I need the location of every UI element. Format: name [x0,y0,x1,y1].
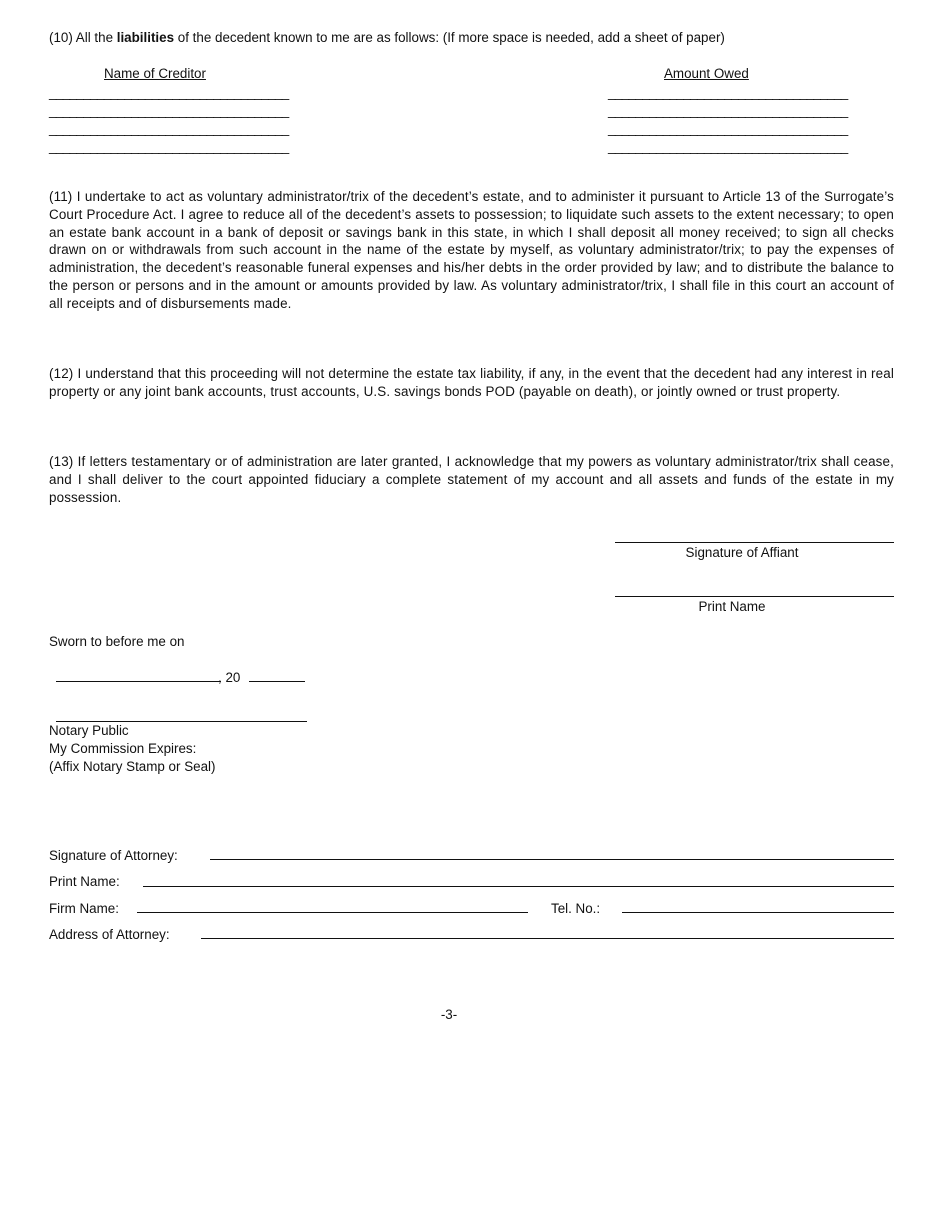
notary-public-label: Notary Public [49,723,129,738]
creditor-blank-3[interactable]: ___________________________________ [49,121,289,136]
creditor-blank-2[interactable]: ___________________________________ [49,103,289,118]
sworn-year-line[interactable] [249,681,305,682]
amount-blank-1[interactable]: ___________________________________ [608,85,848,100]
affiant-signature-line[interactable] [615,542,894,543]
item-10-suffix: of the decedent known to me are as follows: (If more space is needed, add a sheet of paper) [174,30,725,45]
attorney-address-label: Address of Attorney: [49,927,170,942]
item-10-heading [49,30,725,45]
notary-signature-line[interactable] [56,721,307,722]
amount-column-header: Amount Owed [664,66,749,81]
tel-no-line[interactable] [622,912,894,913]
item-12-paragraph: (12) I understand that this proceeding will not determine the estate tax liability, if any, in the event that the decedent had any interest in real property or any joint bank accounts, trust accounts, U.S. savings bonds POD (payable on death), or jointly owned or trust property. [49,366,894,399]
attorney-signature-label: Signature of Attorney: [49,848,178,863]
affiant-signature-label: Signature of Affiant [685,545,799,560]
amount-blank-2[interactable]: ___________________________________ [608,103,848,118]
item-11-paragraph: (11) I undertake to act as voluntary administrator/trix of the decedent’s estate, and to administer it pursuant to Article 13 of the Surrogate’s Court Procedure Act. I agree to reduce all of the decedent’s assets to possession; to liquidate such assets to the extent necessary; to open an estate bank account in a bank of deposit or savings bank in this state, in which I shall deposit all money received; to sign all checks drawn on or withdrawals from such account in the name of the estate by myself, as voluntary administrator/trix; to pay the expenses of administration, the decedent’s reasonable funeral expenses and his/her debts in the order provided by law; and to distribute the balance to the person or persons and in the amount or amounts provided by law. As voluntary administrator/trix, I shall file in this court an account of all receipts and of disbursements made. [49,189,894,311]
sworn-year-prefix: , 20 [218,670,241,685]
attorney-print-name-label: Print Name: [49,874,120,889]
item-10-prefix: (10) All the [49,30,117,45]
item-13-paragraph: (13) If letters testamentary or of administration are later granted, I acknowledge that my powers as voluntary administrator/trix shall cease, and I shall deliver to the court appointed fiduciary a complete statement of my account and all assets and funds of the estate in my possession. [49,454,894,505]
attorney-print-name-line[interactable] [143,886,894,887]
firm-name-line[interactable] [137,912,528,913]
creditor-blank-1[interactable]: ___________________________________ [49,85,289,100]
commission-expires-label: My Commission Expires: [49,741,197,756]
attorney-address-line[interactable] [201,938,894,939]
creditor-blank-4[interactable]: ___________________________________ [49,139,289,154]
amount-blank-3[interactable]: ___________________________________ [608,121,848,136]
print-name-line[interactable] [615,596,894,597]
creditor-column-header: Name of Creditor [104,66,206,81]
liabilities-bold: liabilities [116,30,175,45]
sworn-text: Sworn to before me on [49,634,185,649]
attorney-signature-line[interactable] [210,859,894,860]
firm-name-label: Firm Name: [49,901,119,916]
notary-stamp-label: (Affix Notary Stamp or Seal) [49,759,216,774]
print-name-label: Print Name [698,599,766,614]
page-number: -3- [440,1007,458,1022]
tel-no-label: Tel. No.: [551,901,601,916]
sworn-date-line[interactable] [56,681,221,682]
amount-blank-4[interactable]: ___________________________________ [608,139,848,154]
